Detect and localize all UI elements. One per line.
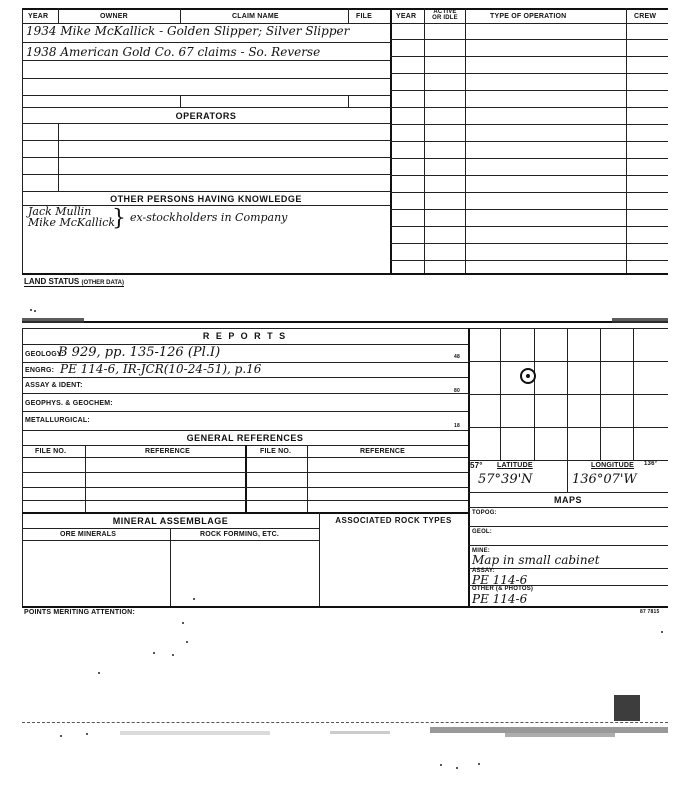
header-type-of-operation: TYPE OF OPERATION bbox=[490, 13, 567, 20]
points-meriting-attention: POINTS MERITING ATTENTION: bbox=[24, 609, 135, 616]
report-value-engrg: PE 114-6, IR-JCR(10-24-51), p.16 bbox=[60, 362, 262, 376]
other-map-value: PE 114-6 bbox=[472, 592, 528, 606]
owner-entry-2: 1938 American Gold Co. 67 claims - So. Reverse bbox=[26, 45, 321, 59]
longitude-label: LONGITUDE bbox=[591, 462, 635, 469]
report-label-metallurgical: METALLURGICAL: bbox=[25, 417, 90, 424]
assay-map-value: PE 114-6 bbox=[472, 573, 528, 587]
header-claim-name: CLAIM NAME bbox=[232, 13, 279, 20]
lon-suffix: 136° bbox=[644, 461, 658, 467]
header-year: YEAR bbox=[28, 13, 49, 20]
other-persons-title: OTHER PERSONS HAVING KNOWLEDGE bbox=[110, 194, 302, 204]
report-label-geology: GEOLOGY: bbox=[25, 351, 64, 358]
mineral-assemblage-title: MINERAL ASSEMBLAGE bbox=[112, 516, 229, 526]
longitude-value: 136°07'W bbox=[572, 472, 637, 487]
report-value-geology: B 929, pp. 135-126 (Pl.I) bbox=[58, 345, 221, 360]
associated-rock-types: ASSOCIATED ROCK TYPES bbox=[335, 516, 452, 525]
report-label-engrg: ENGRG: bbox=[25, 367, 55, 374]
land-status-sub: (OTHER DATA) bbox=[81, 280, 124, 286]
maps-title: MAPS bbox=[553, 495, 582, 505]
header-active-idle: ACTIVE OR IDLE bbox=[432, 9, 458, 21]
other-person-1: Jack Mullin bbox=[28, 205, 92, 218]
latitude-value: 57°39'N bbox=[478, 472, 533, 487]
lower-bottom-border bbox=[22, 606, 668, 608]
top-table-bottom bbox=[22, 273, 668, 275]
reports-title: R E P O R T S bbox=[202, 331, 288, 341]
latitude-label: LATITUDE bbox=[497, 462, 533, 469]
brace: } bbox=[112, 206, 126, 231]
location-marker-icon bbox=[520, 368, 536, 384]
form-number: 87 7815 bbox=[640, 609, 660, 615]
top-border bbox=[22, 8, 668, 10]
header-file: FILE bbox=[356, 13, 372, 20]
header-year-2: YEAR bbox=[396, 13, 417, 20]
operators-title: OPERATORS bbox=[175, 111, 237, 121]
general-references-title: GENERAL REFERENCES bbox=[186, 433, 304, 443]
lower-top-border bbox=[22, 321, 668, 323]
land-status bbox=[24, 277, 124, 287]
report-label-geophys: GEOPHYS. & GEOCHEM: bbox=[25, 400, 113, 407]
header-owner: OWNER bbox=[100, 13, 128, 20]
header-crew: CREW bbox=[634, 13, 657, 20]
lat-prefix: 57° bbox=[470, 461, 483, 470]
other-person-note: ex-stockholders in Company bbox=[130, 211, 288, 224]
other-person-2: Mike McKallick bbox=[28, 216, 116, 229]
mine-map-value: Map in small cabinet bbox=[472, 553, 600, 567]
owner-entry-1: 1934 Mike McKallick - Golden Slipper; Silver Slipper bbox=[26, 24, 350, 38]
land-status-label: LAND STATUS bbox=[24, 277, 80, 286]
report-label-assay: ASSAY & IDENT: bbox=[25, 382, 83, 389]
